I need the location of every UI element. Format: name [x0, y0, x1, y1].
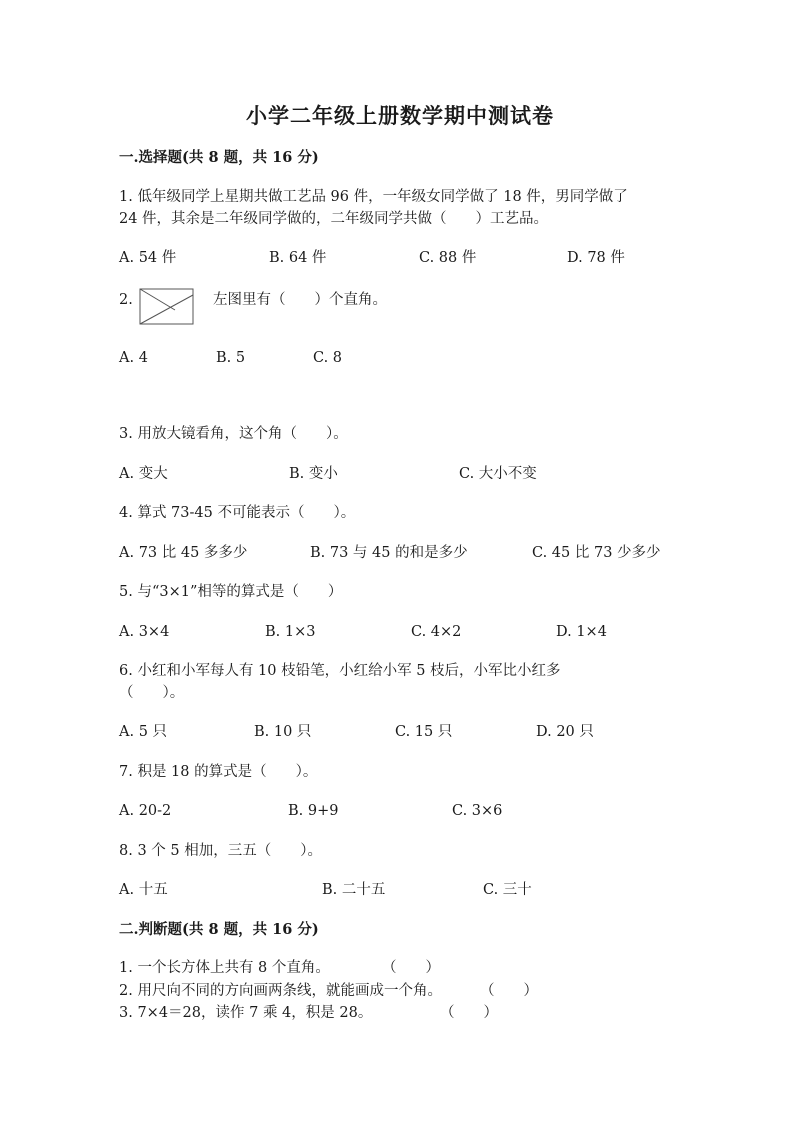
- question-5-option-d: D. 1×4: [556, 624, 607, 640]
- question-8-option-c: C. 三十: [483, 882, 532, 898]
- page-title: 小学二年级上册数学期中测试卷: [246, 103, 554, 128]
- question-1-option-c: C. 88 件: [419, 250, 477, 266]
- question-6-line-1: 6. 小红和小军每人有 10 枝铅笔，小红给小军 5 枝后，小军比小红多: [119, 663, 561, 679]
- question-1-option-d: D. 78 件: [567, 250, 625, 266]
- question-6-option-c: C. 15 只: [395, 724, 453, 740]
- question-7-option-b: B. 9+9: [288, 803, 339, 819]
- section-heading-judgement: 二.判断题(共 8 题，共 16 分): [119, 921, 319, 938]
- judgement-1-blank: （ ）: [382, 960, 440, 976]
- question-7-option-c: C. 3×6: [452, 803, 503, 819]
- question-3-option-a: A. 变大: [119, 466, 168, 482]
- question-2-option-c: C. 8: [313, 350, 343, 366]
- judgement-3-blank: （ ）: [440, 1005, 498, 1021]
- question-7-option-a: A. 20-2: [119, 803, 172, 819]
- question-2-option-a: A. 4: [119, 350, 148, 366]
- question-8-option-a: A. 十五: [119, 882, 168, 898]
- judgement-1-text: 1. 一个长方体上共有 8 个直角。: [119, 960, 330, 976]
- judgement-2-text: 2. 用尺向不同的方向画两条线，就能画成一个角。: [119, 983, 442, 999]
- question-4-option-c: C. 45 比 73 少多少: [532, 545, 661, 561]
- question-5-option-c: C. 4×2: [411, 624, 462, 640]
- rectangle-figure: [139, 288, 195, 326]
- question-3-text: 3. 用放大镜看角，这个角（ ）。: [119, 426, 348, 442]
- question-2-number: 2.: [119, 292, 133, 308]
- question-5-text: 5. 与“3×1”相等的算式是（ ）: [119, 584, 343, 600]
- question-8-text: 8. 3 个 5 相加，三五（ ）。: [119, 843, 322, 859]
- question-1-line-2: 24 件，其余是二年级同学做的，二年级同学共做（ ）工艺品。: [119, 211, 549, 227]
- question-7-text: 7. 积是 18 的算式是（ ）。: [119, 764, 318, 780]
- question-1-option-b: B. 64 件: [269, 250, 327, 266]
- question-1-line-1: 1. 低年级同学上星期共做工艺品 96 件，一年级女同学做了 18 件，男同学做了: [119, 189, 628, 205]
- question-8-option-b: B. 二十五: [322, 882, 386, 898]
- question-4-option-b: B. 73 与 45 的和是多少: [310, 545, 468, 561]
- question-6-line-2: （ ）。: [119, 685, 185, 701]
- section-heading-choice: 一.选择题(共 8 题，共 16 分): [119, 149, 319, 166]
- question-5-option-a: A. 3×4: [119, 624, 170, 640]
- question-6-option-a: A. 5 只: [119, 724, 168, 740]
- question-4-text: 4. 算式 73-45 不可能表示（ ）。: [119, 505, 356, 521]
- question-4-option-a: A. 73 比 45 多多少: [119, 545, 248, 561]
- question-2-text: 左图里有（ ）个直角。: [213, 292, 387, 308]
- question-3-option-c: C. 大小不变: [459, 466, 537, 482]
- question-5-option-b: B. 1×3: [265, 624, 316, 640]
- judgement-2-blank: （ ）: [480, 983, 538, 999]
- question-6-option-d: D. 20 只: [536, 724, 594, 740]
- question-2-option-b: B. 5: [216, 350, 246, 366]
- question-1-option-a: A. 54 件: [119, 250, 177, 266]
- question-3-option-b: B. 变小: [289, 466, 338, 482]
- judgement-3-text: 3. 7×4＝28，读作 7 乘 4，积是 28。: [119, 1005, 373, 1021]
- question-6-option-b: B. 10 只: [254, 724, 312, 740]
